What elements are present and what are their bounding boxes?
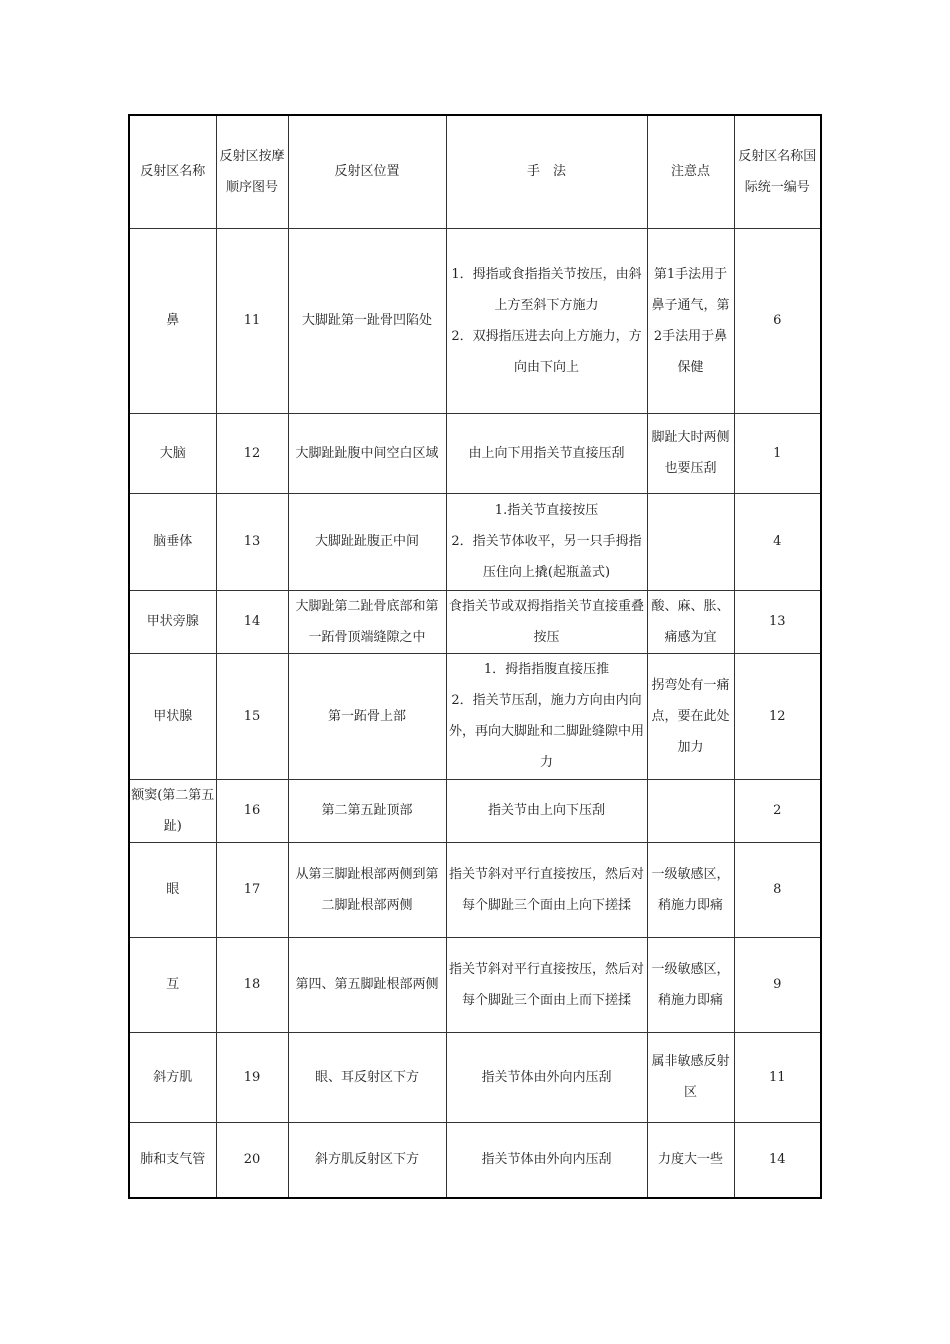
table-header-row: [129, 115, 821, 228]
method-step: 指关节由上向下压刮: [487, 803, 605, 818]
cell-name: 斜方肌: [129, 1032, 216, 1122]
cell-position: 大脚趾第一趾骨凹陷处: [288, 228, 446, 413]
cell-order: 17: [216, 842, 288, 937]
cell-notes: 属非敏感反射区: [647, 1032, 734, 1122]
method-step: 指关节斜对平行直接按压，然后对每个脚趾三个面由上而下搓揉: [448, 961, 644, 1008]
cell-code: 2: [734, 779, 821, 842]
cell-method: [446, 1122, 647, 1198]
table-row: [129, 590, 821, 653]
cell-code: 4: [734, 493, 821, 590]
cell-name: 鼻: [129, 228, 216, 413]
cell-notes: 脚趾大时两侧也要压刮: [647, 413, 734, 493]
table-row: [129, 779, 821, 842]
cell-code: 14: [734, 1122, 821, 1198]
cell-order: 12: [216, 413, 288, 493]
method-step: 1．拇指指腹直接压推: [483, 662, 610, 677]
table-row: [129, 653, 821, 779]
cell-name: 甲状腺: [129, 653, 216, 779]
cell-notes: 力度大一些: [647, 1122, 734, 1198]
cell-method: [446, 937, 647, 1032]
reflex-zone-table: [128, 114, 822, 1199]
method-step: 指关节斜对平行直接按压，然后对每个脚趾三个面由上向下搓揉: [448, 866, 644, 913]
cell-notes: 第1手法用于鼻子通气，第2手法用于鼻保健: [647, 228, 734, 413]
cell-notes: 酸、麻、胀、痛感为宜: [647, 590, 734, 653]
cell-position: 大脚趾趾腹正中间: [288, 493, 446, 590]
cell-name: 眼: [129, 842, 216, 937]
method-step: 食指关节或双拇指指关节直接重叠按压: [448, 598, 644, 645]
table-row: [129, 1032, 821, 1122]
cell-method: [446, 1032, 647, 1122]
method-step: 由上向下用指关节直接压刮: [468, 445, 625, 461]
cell-position: 眼、耳反射区下方: [288, 1032, 446, 1122]
table-row: [129, 228, 821, 413]
cell-code: 9: [734, 937, 821, 1032]
cell-notes: 一级敏感区，稍施力即痛: [647, 937, 734, 1032]
table-row: [129, 1122, 821, 1198]
cell-name: 大脑: [129, 413, 216, 493]
cell-code: 13: [734, 590, 821, 653]
cell-position: 斜方肌反射区下方: [288, 1122, 446, 1198]
cell-position: 大脚趾趾腹中间空白区域: [288, 413, 446, 493]
table-row: [129, 842, 821, 937]
cell-name: 肺和支气管: [129, 1122, 216, 1198]
cell-method: [446, 653, 647, 779]
cell-method: [446, 842, 647, 937]
header-order: 反射区按摩顺序图号: [216, 115, 288, 228]
method-step: 指关节体由外向内压刮: [481, 1152, 612, 1168]
header-position: 反射区位置: [288, 115, 446, 228]
cell-method: [446, 228, 647, 413]
cell-order: 13: [216, 493, 288, 590]
cell-order: 18: [216, 937, 288, 1032]
header-method: 手 法: [446, 115, 647, 228]
cell-code: 1: [734, 413, 821, 493]
cell-code: 6: [734, 228, 821, 413]
method-step: 1．拇指或食指指关节按压，由斜上方至斜下方施力: [451, 266, 642, 313]
cell-name: 甲状旁腺: [129, 590, 216, 653]
cell-method: [446, 779, 647, 842]
cell-name: 额窦(第二第五趾): [129, 779, 216, 842]
cell-method: [446, 413, 647, 493]
cell-method: [446, 493, 647, 590]
cell-name: 脑垂体: [129, 493, 216, 590]
header-code: 反射区名称国际统一编号: [734, 115, 821, 228]
cell-order: 20: [216, 1122, 288, 1198]
table-row: [129, 493, 821, 590]
table-row: [129, 937, 821, 1032]
cell-notes: 拐弯处有一痛点，要在此处加力: [647, 653, 734, 779]
cell-name: 互: [129, 937, 216, 1032]
cell-notes: [647, 493, 734, 590]
cell-code: 11: [734, 1032, 821, 1122]
cell-position: 第二第五趾顶部: [288, 779, 446, 842]
header-name: 反射区名称: [129, 115, 216, 228]
cell-position: 从第三脚趾根部两侧到第二脚趾根部两侧: [288, 842, 446, 937]
cell-order: 19: [216, 1032, 288, 1122]
cell-position: 大脚趾第二趾骨底部和第一跖骨顶端缝隙之中: [288, 590, 446, 653]
table-row: [129, 413, 821, 493]
cell-method: [446, 590, 647, 653]
cell-position: 第一跖骨上部: [288, 653, 446, 779]
cell-code: 12: [734, 653, 821, 779]
cell-order: 14: [216, 590, 288, 653]
method-step: 指关节体由外向内压刮: [481, 1069, 612, 1085]
cell-code: 8: [734, 842, 821, 937]
cell-notes: [647, 779, 734, 842]
cell-notes: 一级敏感区，稍施力即痛: [647, 842, 734, 937]
method-step: 1.指关节直接按压: [494, 503, 599, 518]
cell-position: 第四、第五脚趾根部两侧: [288, 937, 446, 1032]
method-step: 2．指关节体收平，另一只手拇指压住向上撬(起瓶盖式): [451, 534, 642, 580]
cell-order: 16: [216, 779, 288, 842]
method-step: 2．指关节压刮，施力方向由内向外，再向大脚趾和二脚趾缝隙中用力: [448, 693, 644, 770]
cell-order: 11: [216, 228, 288, 413]
method-step: 2．双拇指压进去向上方施力，方向由下向上: [451, 328, 642, 375]
cell-order: 15: [216, 653, 288, 779]
header-notes: 注意点: [647, 115, 734, 228]
